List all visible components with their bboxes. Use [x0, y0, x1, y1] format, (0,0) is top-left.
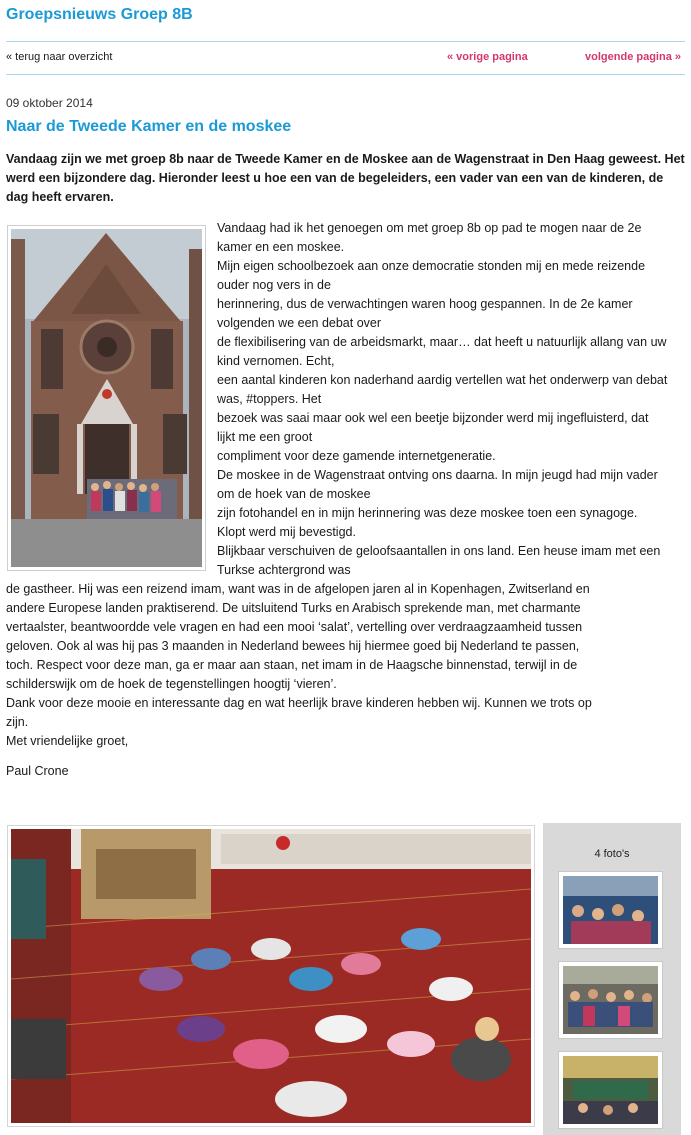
article-body-line: lijkt me een groot: [217, 430, 313, 444]
article-intro: Vandaag zijn we met groep 8b naar de Tweede Kamer en de Moskee aan de Wagenstraat in Den Haag geweest. Het werd een bijzondere dag. Hieronder leest u hoe een van de begeleiders, een vader van een van de kinderen, de dag heeft ervaren.: [6, 152, 685, 204]
article-title: Naar de Tweede Kamer en de moskee: [6, 118, 292, 135]
mosque-photo[interactable]: [11, 829, 531, 1123]
thumbnail-image[interactable]: [563, 876, 658, 944]
article-body-line: de flexibilisering van de arbeidsmarkt, maar… dat heeft u natuurlijk allang van uw: [217, 335, 667, 349]
article-body-line: een aantal kinderen kon naderhand aardig vertellen wat het onderwerp van debat: [217, 373, 668, 387]
article-body-line: zijn.: [6, 715, 29, 729]
article-body-line: Mijn eigen schoolbezoek aan onze democratie stonden mij en mede reizende: [217, 259, 646, 273]
article-body-line: compliment voor deze gamende internetgeneratie.: [217, 449, 496, 463]
page-title: Groepsnieuws Groep 8B: [6, 6, 193, 23]
thumbnail-image[interactable]: [563, 1056, 658, 1124]
next-page-link[interactable]: volgende pagina »: [585, 51, 681, 63]
article-body-line: kamer en een moskee.: [217, 240, 345, 254]
article-navigation: [6, 51, 685, 67]
article-body-line: Met vriendelijke groet,: [6, 734, 129, 748]
article-date: 09 oktober 2014: [6, 96, 93, 110]
thumbnail-image[interactable]: [563, 966, 658, 1034]
article-body: [6, 580, 686, 751]
article-body-line: Turkse achtergrond was: [217, 563, 351, 577]
article-signature: Paul Crone: [6, 764, 69, 778]
article-body-line: Klopt werd mij bevestigd.: [217, 525, 356, 539]
article-body-line: toch. Respect voor deze man, ga er maar aan staan, net imam in de Haagsche binnenstad, terwijl in de: [6, 658, 578, 672]
article-body-beside-photo: [217, 219, 689, 580]
gallery-thumbnail[interactable]: [558, 1051, 663, 1129]
gallery-thumbnail[interactable]: [558, 871, 663, 949]
photo-count: 4 foto's: [594, 848, 630, 860]
article-body-line: De moskee in de Wagenstraat ontving ons daarna. In mijn jeugd had mijn vader: [217, 468, 658, 482]
divider: [6, 41, 685, 42]
article-body-line: de gastheer. Hij was een reizend imam, want was in de afgelopen jaren al in Kopenhagen, Zwitserland en: [6, 582, 590, 596]
article-body-line: om de hoek van de moskee: [217, 487, 371, 501]
article-body-line: bezoek was saai maar ook wel een beetje bijzonder werd mij ingefluisterd, dat: [217, 411, 649, 425]
photo-gallery: [543, 823, 681, 1135]
article-body-line: Dank voor deze mooie en interessante dag en wat heerlijk brave kinderen hebben wij. Kunnen we trots op: [6, 696, 592, 710]
gallery-thumbnail[interactable]: [558, 961, 663, 1039]
article-body-line: vertaalster, beantwoordde vele vragen en had een mooi ‘salat’, vertelling over verdraagzaamheid tussen: [6, 620, 583, 634]
article-body-line: andere Europese landen praktiserend. De uitsluitend Turks en Arabisch sprekende man, met charmante: [6, 601, 581, 615]
article-body-line: schilderswijk om de hoek de tegenstellingen hoogtij ‘vieren’.: [6, 677, 337, 691]
article-body-line: herinnering, dus de verwachtingen waren hoog gespannen. In de 2e kamer: [217, 297, 633, 311]
article-body-line: ouder nog vers in de: [217, 278, 331, 292]
article-body-line: kind vernomen. Echt,: [217, 354, 335, 368]
mosque-photo-frame[interactable]: [7, 825, 535, 1127]
church-photo[interactable]: [11, 229, 202, 567]
previous-page-link[interactable]: « vorige pagina: [447, 51, 528, 63]
back-to-overview-link[interactable]: « terug naar overzicht: [6, 51, 113, 63]
article-body-line: Blijkbaar verschuiven de geloofsaantallen in ons land. Een heuse imam met een: [217, 544, 661, 558]
church-photo-frame[interactable]: [7, 225, 206, 571]
divider: [6, 74, 685, 75]
article-body-line: was, #toppers. Het: [217, 392, 322, 406]
article-body-line: geloven. Ook al was hij pas 3 maanden in Nederland bewees hij hiermee goed bij Nederland te passen,: [6, 639, 580, 653]
article-body-line: volgenden we een debat over: [217, 316, 382, 330]
article-body-line: Vandaag had ik het genoegen om met groep 8b op pad te mogen naar de 2e: [217, 221, 642, 235]
article-body-line: zijn fotohandel en in mijn herinnering was deze moskee toen een synagoge.: [217, 506, 638, 520]
